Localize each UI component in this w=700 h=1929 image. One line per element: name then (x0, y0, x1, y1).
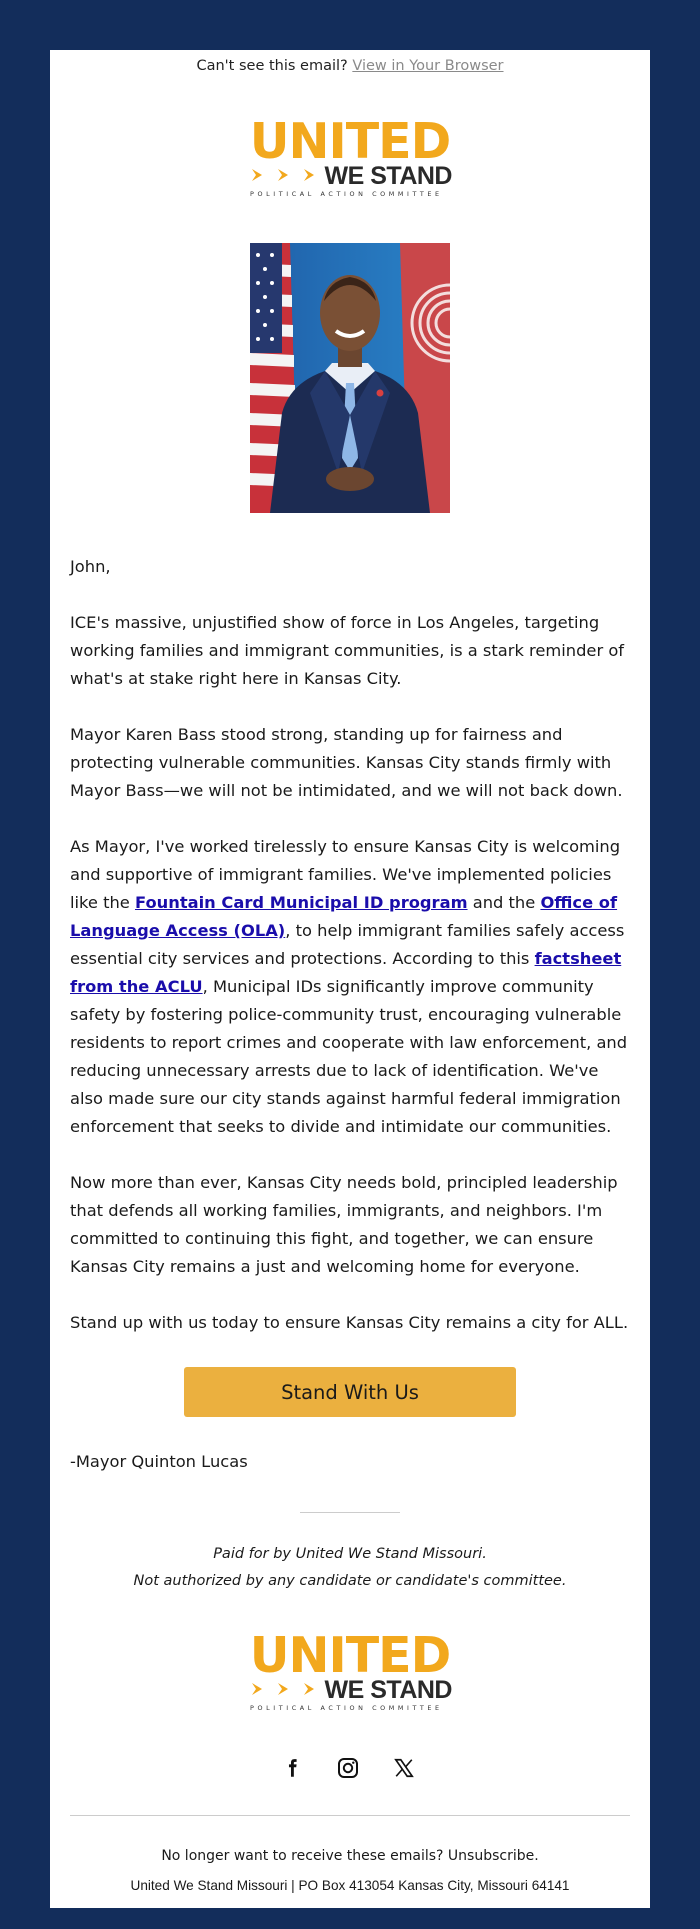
footer-logo-we-stand-text: WE STAND (324, 1676, 452, 1704)
paragraph-4: Now more than ever, Kansas City needs bold, principled leadership that defends all working families, immigrants, and neighbors. I'm committed to continuing this fight, and together, we can ensure Kansas City remains a just and welcoming home for everyone. (70, 1173, 618, 1276)
view-in-browser-link[interactable]: View in Your Browser (352, 58, 504, 74)
facebook-icon[interactable] (278, 1754, 306, 1782)
paragraph-3-part-d: , Municipal IDs significantly improve community safety by fostering police-community trust, encouraging vulnerable residents to report crimes and cooperate with law enforcement, and reducing unnecessary arrests due to lack of identification. We've also made sure our city stands against harmful federal immigration enforcement that seeks to divide and intimidate our communities. (70, 977, 628, 1136)
x-icon[interactable] (390, 1754, 418, 1782)
preheader-text: Can't see this email? (196, 58, 348, 74)
paragraph-3 (70, 833, 630, 1141)
paragraph-3-part-b: and the (467, 893, 541, 912)
logo-tagline: POLITICAL ACTION COMMITTEE (250, 190, 443, 198)
paragraph-2: Mayor Karen Bass stood strong, standing up for fairness and protecting vulnerable communities. Kansas City stands firmly with Mayor Bass—we will not be intimidated, and we will not back down. (70, 725, 623, 800)
chevron-arrows-icon (250, 165, 330, 185)
united-we-stand-logo[interactable] (248, 113, 452, 198)
footer-logo-united-text: UNITED (249, 1627, 451, 1684)
paragraph-3-part-c: , to help immigrant families safely access essential city services and protections. According to this (70, 921, 625, 968)
signature: -Mayor Quinton Lucas (70, 1452, 248, 1471)
footer-united-we-stand-logo[interactable] (248, 1627, 452, 1712)
preheader (0, 58, 700, 74)
greeting: John, (70, 557, 111, 576)
not-authorized-disclaimer: Not authorized by any candidate or candidate's committee. (133, 1573, 567, 1589)
footer-chevron-arrows-icon (250, 1679, 330, 1699)
unsubscribe-text[interactable]: No longer want to receive these emails? Unsubscribe. (161, 1848, 539, 1864)
paragraph-5: Stand up with us today to ensure Kansas City remains a city for ALL. (70, 1313, 629, 1332)
footer-logo-tagline: POLITICAL ACTION COMMITTEE (250, 1704, 443, 1712)
fountain-card-link[interactable]: Fountain Card Municipal ID program (134, 893, 468, 912)
aclu-factsheet-link[interactable]: factsheet from the ACLU (70, 949, 622, 996)
paragraph-3-part-a: As Mayor, I've worked tirelessly to ensure Kansas City is welcoming and supportive of immigrant families. We've implemented policies like the (70, 837, 621, 912)
footer-divider (70, 1815, 630, 1816)
logo-united-text: UNITED (249, 113, 451, 170)
mailing-address: United We Stand Missouri | PO Box 413054 Kansas City, Missouri 64141 (130, 1878, 570, 1893)
instagram-icon[interactable] (334, 1754, 362, 1782)
logo-we-stand-text: WE STAND (324, 162, 452, 190)
mayor-portrait-image (250, 243, 450, 513)
stand-with-us-button[interactable]: Stand With Us (184, 1367, 516, 1417)
paragraph-1: ICE's massive, unjustified show of force in Los Angeles, targeting working families and immigrant communities, is a stark reminder of what's at stake right here in Kansas City. (70, 613, 625, 688)
divider (300, 1512, 400, 1513)
language-access-link[interactable]: Office of Language Access (OLA) (70, 893, 618, 940)
paid-for-disclaimer: Paid for by United We Stand Missouri. (213, 1546, 487, 1562)
